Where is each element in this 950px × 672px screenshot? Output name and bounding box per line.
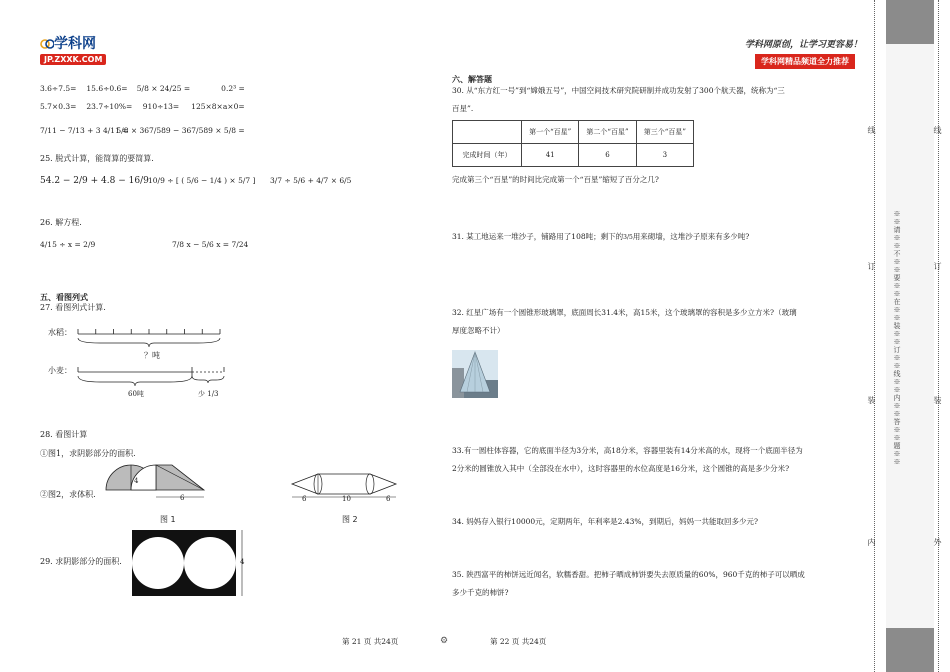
- table-header-cell: 第三个“百星”: [636, 121, 693, 144]
- calc-item: 910÷13=: [142, 102, 180, 111]
- q30-table: [452, 120, 694, 167]
- table-row: [453, 121, 694, 144]
- q32-line-1: 32. 红星广场有一个圆锥形玻璃罩，底面周长31.4米，高15米，这个玻璃罩的容积是多少立方米?（玻璃: [452, 308, 797, 317]
- calc-item: 5.7×0.3=: [40, 102, 77, 111]
- fig2-caption: 图 2: [342, 515, 358, 524]
- table-cell: 41: [522, 144, 579, 167]
- wheat-brace: [78, 376, 192, 386]
- calc-item: 23.7÷10%=: [86, 102, 133, 111]
- less-brace: [192, 376, 224, 383]
- footer-right-page: 第 22 页 共24页: [490, 637, 547, 646]
- q27-title: 27. 看图列式计算.: [40, 303, 106, 312]
- calc-row-3: [40, 126, 245, 136]
- rice-ticks: [78, 329, 220, 334]
- calc-item: 5/8 × 24/25 =: [136, 84, 191, 93]
- fig1-base: 6: [180, 494, 185, 502]
- q30-line-2: 百星”.: [452, 104, 474, 113]
- binding-grey-bottom: [886, 628, 934, 672]
- binding-mark-outer: 装: [867, 396, 876, 405]
- less-label: [198, 389, 219, 399]
- calc-item: 125×8×a×0=: [191, 102, 245, 111]
- calc-item: 5/8 × 367/589 − 367/589 × 5/8 =: [116, 126, 245, 135]
- q25-expr-2: 10/9 ÷ [ ( 5/6 − 1/4 ) × 5/7 ]: [148, 176, 256, 185]
- rice-label: 水稻：: [48, 328, 72, 337]
- fig2-mid: 10: [342, 495, 351, 503]
- binding-mark-inner: 订: [933, 262, 942, 271]
- q35-line-1: 35. 陕西富平的柿饼远近闻名，软糯香甜。把柿子晒成柿饼要失去原质量的60%，960千克的柿子可以晒成: [452, 570, 805, 579]
- banner: 学科网精品频道全力推荐: [755, 54, 855, 69]
- q29-figure: [130, 528, 254, 600]
- calc-row-1: [40, 84, 245, 94]
- section-5-heading: 五、看图列式: [40, 293, 88, 302]
- calc-item: 7/11 − 7/13 + 3 4/11 =: [40, 126, 129, 135]
- q35-line-2: 多少千克的柿饼?: [452, 588, 509, 597]
- q30-question: 完成第三个“百星”的时间比完成第一个“百星”缩短了百分之几?: [452, 175, 659, 184]
- binding-line-outer: [874, 0, 875, 672]
- less-fraction: 1/3: [207, 390, 219, 398]
- glass-cone-photo: [452, 350, 498, 398]
- q29-dim: 4: [240, 558, 245, 566]
- logo: [40, 33, 118, 69]
- unknown-label: ？吨: [144, 351, 160, 360]
- logo-url: JP.ZXXK.COM: [40, 54, 106, 65]
- right-ellipse: [366, 474, 374, 494]
- binding-mark-inner: 线: [933, 126, 942, 135]
- less-text: 少: [198, 390, 205, 398]
- rice-brace: [78, 338, 220, 347]
- q33-line-1: 33.有一圆柱体容器，它的底面半径为3分米，高18分米，容器里装有14分米高的水，现将一个底面半径为: [452, 446, 803, 455]
- logo-name: 学科网: [54, 36, 96, 52]
- calc-item: 15.6÷0.6=: [86, 84, 128, 93]
- q25-expr-3: 3/7 ÷ 5/6 + 4/7 × 6/5: [270, 176, 352, 185]
- q26-title: 26. 解方程.: [40, 218, 82, 227]
- binding-grey-top: [886, 0, 934, 44]
- table-row-label: 完成时间（年）: [453, 144, 522, 167]
- q31-fraction: 3/5: [623, 234, 633, 241]
- q26-eq-2: 7/8 x − 5/6 x = 7/24: [172, 240, 249, 249]
- table-header-cell: [453, 121, 522, 144]
- binding-warning: ※※请※※不※※要※※在※※装※※订※※线※※内※※答※※题※※: [893, 210, 901, 466]
- table-row: [453, 144, 694, 167]
- logo-icon: [40, 35, 54, 49]
- calc-item: 0.2³ =: [221, 84, 245, 93]
- q29-title: 29. 求阴影部分的面积.: [40, 557, 122, 566]
- cone-cylinder-outline: [292, 474, 396, 494]
- q25-title: 25. 脱式计算，能简算的要简算.: [40, 154, 154, 163]
- q26-eq-1: 4/15 ÷ x = 2/9: [40, 240, 96, 249]
- fig2-right: 6: [386, 495, 391, 503]
- q32-line-2: 厚度忽略不计）: [452, 326, 505, 335]
- calc-row-2: [40, 102, 245, 112]
- table-cell: 6: [579, 144, 636, 167]
- figure-1: [104, 455, 208, 507]
- left-circle: [132, 537, 184, 589]
- q28-title: 28. 看图计算: [40, 430, 88, 439]
- footer-left-page: 第 21 页 共24页: [342, 637, 399, 646]
- q33-line-2: 2分米的圆锥放入其中（全部没在水中），这时容器里的水位高度是16分米，这个圆锥的高是多少分米?: [452, 464, 790, 473]
- binding-mark-inner: 装: [933, 396, 942, 405]
- q25-expr-1: 54.2 − 2/9 + 4.8 − 16/9: [40, 176, 149, 186]
- calc-item: 3.6÷7.5=: [40, 84, 77, 93]
- table-cell: 3: [636, 144, 693, 167]
- section-6-heading: 六、解答题: [452, 75, 492, 84]
- table-header-cell: 第一个“百星”: [522, 121, 579, 144]
- q30-line-1: 30. 从“东方红一号”到“嫦娥五号”，中国空间技术研究院研制并成功发射了300个航天器，统称为“三: [452, 86, 785, 95]
- q31-text-a: 31. 某工地运来一堆沙子，铺路用了108吨；剩下的: [452, 232, 624, 241]
- fig1-caption: 图 1: [160, 515, 176, 524]
- wheat-label: 小麦：: [48, 366, 72, 375]
- binding-mark-outer: 订: [867, 262, 876, 271]
- q31-text-b: 用来砌墙，这堆沙子原来有多少吨?: [632, 232, 750, 241]
- fig2-left: 6: [302, 495, 307, 503]
- fig1-height: 4: [134, 477, 139, 485]
- right-circle: [184, 537, 236, 589]
- binding-line-inner: [938, 0, 939, 672]
- footer-gear-icon: ⚙: [440, 636, 449, 646]
- binding-mark-outer: 线: [867, 126, 876, 135]
- binding-mark-outer: 内: [867, 538, 876, 547]
- q28-part-a: ①图1，求阴影部分的面积.: [40, 449, 136, 458]
- slogan: 学科网原创，让学习更容易！: [745, 40, 863, 50]
- q34: 34. 妈妈存入银行10000元，定期两年，年利率是2.43%，到期后，妈妈一共能取回多少元?: [452, 517, 759, 526]
- table-header-cell: 第二个“百星”: [579, 121, 636, 144]
- q31: [452, 232, 749, 243]
- total-label: 60吨: [128, 390, 144, 398]
- q28-part-b: ②图2，求体积.: [40, 490, 96, 499]
- binding-mark-inner: 外: [933, 538, 942, 547]
